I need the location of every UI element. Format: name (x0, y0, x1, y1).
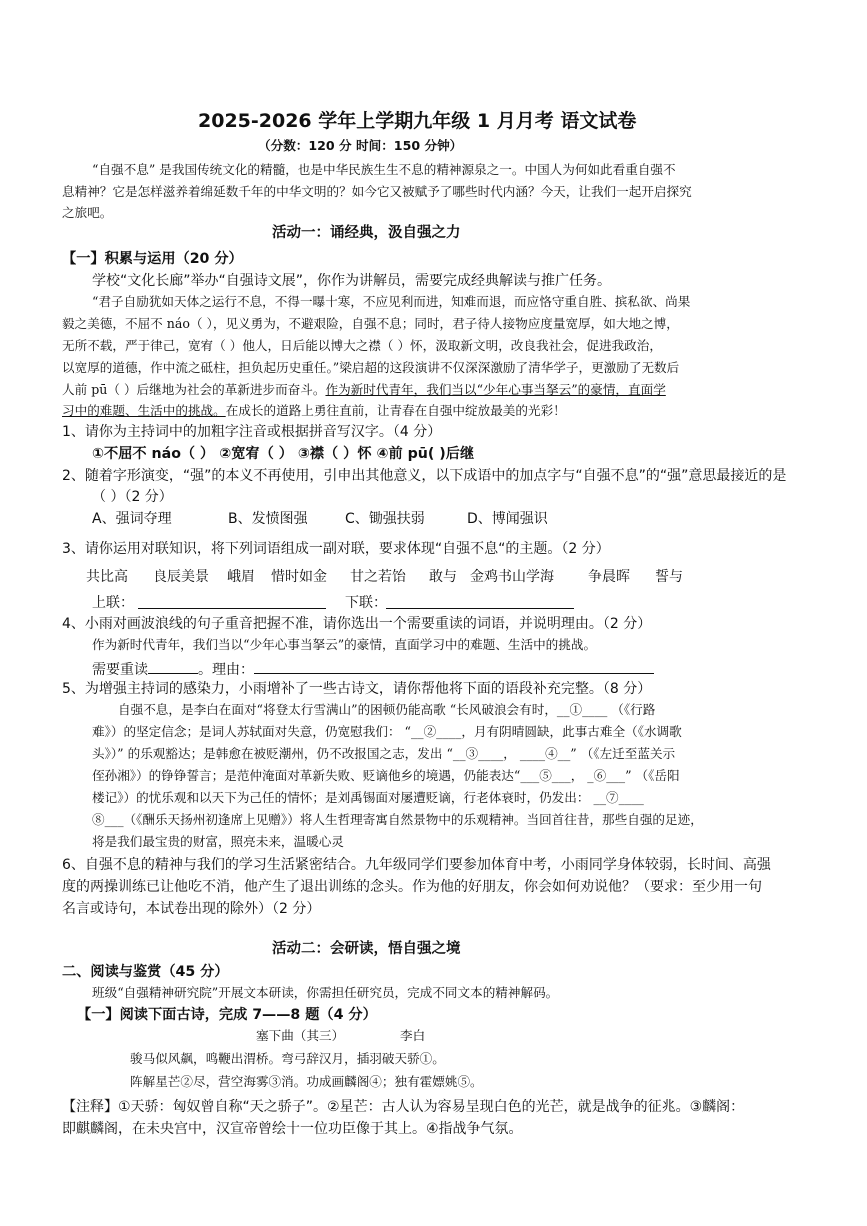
upper-couplet-blank[interactable] (138, 596, 326, 612)
couplet-word: 峨眉 (227, 569, 255, 585)
question-6: 6、自强不息的精神与我们的学习生活紧密结合。九年级同学们要参加体育中考，小雨同学身体较弱，长时间、高强 (62, 857, 771, 873)
option-d: D、博闻强识 (467, 511, 548, 527)
passage-line: “君子自励犹如天体之运行不息，不得一曝十寒，不应见利而进，知难而退，而应恪守重自胜、摈私欲、尚果 (92, 294, 691, 309)
intro-line: 息精神？它是怎样滋养着绵延数千年的中华文明的？如今它又被赋予了哪些时代内涵？今天，让我们一起开启探究 (62, 184, 692, 199)
intro-line: 之旅吧。 (62, 205, 113, 220)
question-4-text: 作为新时代青年，我们当以“少年心事当拏云”的豪情，直面学习中的难题、生活中的挑战。 (92, 637, 597, 652)
option-c: C、锄强扶弱 (345, 511, 425, 527)
question-1-items: ①不屈不 náo（ ） ②宽宥（ ） ③襟（ ）怀 ④前 pū( )后继 (92, 446, 475, 462)
poem-line: 阵解星芒②尽，营空海雾③消。功成画麟阁④；独有霍嫖姚⑤。 (130, 1074, 483, 1089)
wavy-sentence: 作为新时代青年，我们当以“少年心事当拏云”的豪情，直面学 (325, 382, 666, 397)
option-a: A、强词夺理 (92, 511, 172, 527)
poem-title: 塞下曲（其三） (256, 1028, 345, 1043)
couplet-word: 敢与 (429, 569, 457, 585)
passage-line (62, 384, 666, 397)
question-4-answer (92, 661, 654, 677)
q5-line: 自强不息，是李白在面对“将登太行雪满山”的困顿仍能高歌 “长风破浪会有时，__①____ （《行路 (118, 702, 656, 717)
exam-subtitle: （分数：120 分 时间：150 分钟） (258, 138, 463, 153)
q5-line: 侄孙湘》）的铮铮誓言；是范仲淹面对革新失败、贬谪他乡的境遇，仍能表达“___⑤___， _⑥___” （《岳阳 (92, 768, 680, 783)
question-6: 名言或诗句，本试卷出现的除外）（2 分） (62, 901, 321, 917)
activity2-title: 活动二：会研读，悟自强之境 (272, 941, 461, 957)
couplet-word: 争晨晖 (588, 569, 630, 585)
passage-line: 无所不载，严于律己，宽宥（ ）他人，日后能以博大之襟（ ）怀，汲取新文明，改良我社会，促进我政治， (62, 338, 662, 353)
passage-text: 人前 pū（ ）后继地为社会的革新进步而奋斗。 (62, 382, 326, 397)
lower-couplet-blank[interactable] (386, 596, 574, 612)
q5-line: 楼记》）的忧乐观和以天下为己任的情怀；是刘禹锡面对屡遭贬谪，行老体衰时，仍发出： __⑦____ (92, 790, 644, 805)
couplet-word: 共比高 (86, 569, 128, 585)
activity1-title: 活动一：诵经典，汲自强之力 (272, 225, 461, 241)
question-1: 1、请你为主持词中的加粗字注音或根据拼音写汉字。（4 分） (62, 424, 442, 440)
couplet-word: 甘之若饴 (350, 569, 406, 585)
section2-heading: 二、阅读与鉴赏（45 分） (62, 964, 229, 980)
intro-line: “自强不息” 是我国传统文化的精髓，也是中华民族生生不息的精神源泉之一。中国人为何如此看重自强不 (92, 162, 676, 177)
couplet-word: 惜时如金 (271, 569, 327, 585)
exam-title: 2025-2026 学年上学期九年级 1 月月考 语文试卷 (198, 110, 637, 132)
answer-blank[interactable] (148, 661, 198, 674)
question-4: 4、小雨对画波浪线的句子重音把握不准，请你选出一个需要重读的词语，并说明理由。（2 分） (62, 616, 652, 632)
passage-line: 以宽厚的道德，作中流之砥柱，担负起历史重任。”梁启超的这段演讲不仅深深激励了清华学子，更激励了无数后 (62, 360, 680, 375)
section2-lead: 班级“自强精神研究院”开展文本研读，你需担任研究员，完成不同文本的精神解码。 (92, 985, 559, 1000)
q5-line: ⑧___（《酬乐天扬州初逢席上见赠》）将人生哲理寄寓自然景物中的乐观精神。当回首往昔，那些自强的足迹， (92, 812, 703, 827)
poem-notes: 【注释】①天骄：匈奴曾自称“天之骄子”。②星芒：古人认为容易呈现白色的光芒，就是战争的征兆。③麟阁： (62, 1099, 745, 1115)
question-5: 5、为增强主持词的感染力，小雨增补了一些古诗文，请你帮他将下面的语段补充完整。（8 分） (62, 681, 652, 697)
poem-notes: 即麒麟阁，在未央宫中，汉宣帝曾绘十一位功臣像于其上。④指战争气氛。 (62, 1121, 523, 1137)
question-6: 度的两操训练已让他吃不消，他产生了退出训练的念头。作为他的好朋友，你会如何劝说他？（要求：至少用一句 (62, 879, 762, 895)
couplet-word: 誓与 (655, 569, 683, 585)
passage-text: 在成长的道路上勇往直前，让青春在自强中绽放最美的光彩！ (225, 403, 566, 418)
couplet-word: 金鸡书山学海 (470, 569, 554, 585)
question-2-cont: （ ）（2 分） (92, 489, 173, 505)
answer-label: 需要重读 (92, 662, 148, 678)
lower-couplet-label: 下联： (345, 595, 387, 611)
reason-blank[interactable] (254, 661, 654, 674)
couplet-word: 良辰美景 (153, 569, 209, 585)
question-3: 3、请你运用对联知识，将下列词语组成一副对联，要求体现“自强不息“的主题。（2 分） (62, 541, 610, 557)
poem-line: 骏马似风飙，鸣鞭出渭桥。弯弓辞汉月，插羽破天骄①。 (130, 1051, 445, 1066)
passage-line (62, 405, 566, 418)
section1-heading: 【一】积累与运用（20 分） (62, 251, 243, 267)
section1-lead: 学校“文化长廊”举办“自强诗文展”，你作为讲解员，需要完成经典解读与推广任务。 (92, 273, 612, 289)
reason-label: 。理由： (198, 662, 254, 678)
q5-line: 头》）” 的乐观豁达；是韩愈在被贬潮州，仍不改报国之志，发出 “__③____， ____④__” （《左迁至蓝关示 (92, 746, 676, 761)
wavy-sentence-tail: 习中的难题、生活中的挑战。 (62, 403, 226, 418)
subsection-heading: 【一】阅读下面古诗，完成 7——8 题（4 分） (77, 1007, 377, 1023)
option-b: B、发愤图强 (228, 511, 308, 527)
upper-couplet-label: 上联： (92, 595, 134, 611)
poem-author: 李白 (400, 1028, 426, 1043)
q5-line: 将是我们最宝贵的财富，照亮未来，温暖心灵 (92, 834, 344, 849)
question-2: 2、随着字形演变，“强”的本义不再使用，引申出其他意义，以下成语中的加点字与“自强不息”的“强”意思最接近的是 (62, 468, 787, 484)
q5-line: 难》）的坚定信念；是词人苏轼面对失意，仍宽慰我们： “__②____，月有阴晴圆缺，此事古难全（《水调歌 (92, 724, 682, 739)
passage-line: 毅之美德，不屈不 náo（ ），见义勇为，不避艰险，自强不息；同时，君子待人接物应度量宽厚，如大地之博， (62, 316, 679, 331)
